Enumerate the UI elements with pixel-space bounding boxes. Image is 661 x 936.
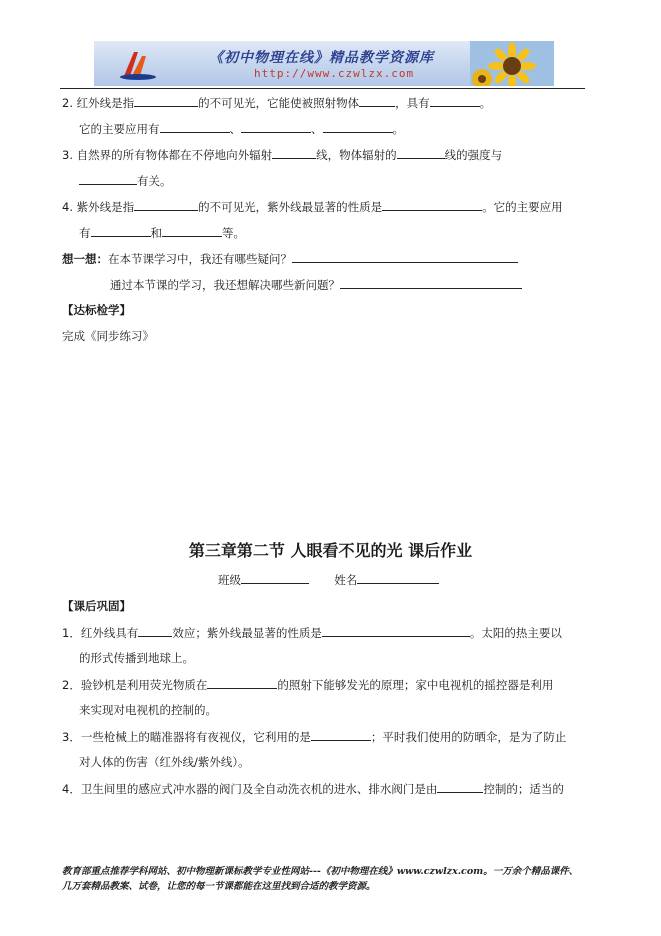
sunflower-icon	[470, 41, 554, 86]
header-banner	[94, 41, 554, 86]
name-field[interactable]	[357, 571, 439, 584]
footer-line-1: 教育部重点推荐学科网站、初中物理新课标教学专业性网站---《初中物理在线》www.czwlzx.com。一万余个精品课件、	[62, 866, 579, 877]
question-2-line-1: 2. 红外线是指 的不可见光，它能使被照射物体 ，具有 。	[62, 96, 492, 110]
question-2-line-2: 它的主要应用有 、 、 。	[79, 122, 404, 136]
question-4-line-1: 4. 紫外线是指 的不可见光，紫外线最显著的性质是 。它的主要应用	[62, 200, 563, 214]
blank[interactable]	[272, 146, 316, 159]
hw-question-3-line-2: 对人体的伤害（红外线/紫外线）。	[79, 755, 250, 769]
hw-question-2-line-1: 2．验钞机是利用荧光物质在 的照射下能够发光的原理；家中电视机的摇控器是利用	[62, 678, 554, 692]
blank[interactable]	[162, 224, 222, 237]
question-3-line-1: 3. 自然界的所有物体都在不停地向外辐射 线，物体辐射的 线的强度与	[62, 148, 503, 162]
blank[interactable]	[134, 94, 198, 107]
question-3-line-2: 有关。	[79, 172, 172, 189]
blank[interactable]	[323, 120, 393, 133]
complete-text: 完成《同步练习》	[62, 329, 154, 343]
blank[interactable]	[359, 94, 395, 107]
hw-question-2-line-2: 来实现对电视机的控制的。	[79, 703, 217, 717]
blank[interactable]	[79, 172, 137, 185]
question-4-line-2: 有 和 等。	[79, 226, 245, 240]
blank[interactable]	[322, 624, 470, 637]
blank[interactable]	[91, 224, 151, 237]
hw-question-1-line-2: 的形式传播到地球上。	[79, 651, 194, 665]
banner-url: http://www.czwlzx.com	[254, 67, 415, 80]
blank[interactable]	[160, 120, 230, 133]
blank[interactable]	[430, 94, 480, 107]
class-field[interactable]	[241, 571, 309, 584]
blank[interactable]	[340, 276, 522, 289]
blank[interactable]	[292, 250, 518, 263]
think-line-1: 想一想：在本节课学习中，我还有哪些疑问？	[62, 250, 518, 267]
blank[interactable]	[134, 198, 198, 211]
blank[interactable]	[138, 624, 172, 637]
hw-question-4-line-1: 4．卫生间里的感应式冲水器的阀门及全自动洗衣机的进水、排水阀门是由 控制的；适当的	[62, 782, 564, 796]
header-rule	[60, 88, 585, 89]
blank[interactable]	[207, 676, 277, 689]
blank[interactable]	[397, 146, 445, 159]
blank[interactable]	[382, 198, 482, 211]
section-review-heading: 【课后巩固】	[62, 599, 131, 613]
hw-question-1-line-1: 1．红外线具有 效应；紫外线最显著的性质是 。太阳的热主要以	[62, 626, 562, 640]
blank[interactable]	[241, 120, 311, 133]
footer-line-2: 几万套精品教案、试卷，让您的每一节课都能在这里找到合适的教学资源。	[62, 881, 376, 892]
class-name-line: 班级 姓名	[218, 571, 439, 588]
banner-title: 《初中物理在线》精品教学资源库	[209, 50, 434, 66]
site-logo-icon	[118, 46, 158, 82]
think-line-2: 通过本节课的学习，我还想解决哪些新问题？	[110, 276, 522, 293]
blank[interactable]	[437, 780, 483, 793]
section-check-heading: 【达标检学】	[62, 303, 131, 317]
hw-question-3-line-1: 3．一些枪械上的瞄准器将有夜视仪，它利用的是 ；平时我们使用的防晒伞，是为了防止	[62, 730, 567, 744]
blank[interactable]	[311, 728, 371, 741]
page-title: 第三章第二节 人眼看不见的光 课后作业	[188, 541, 473, 560]
